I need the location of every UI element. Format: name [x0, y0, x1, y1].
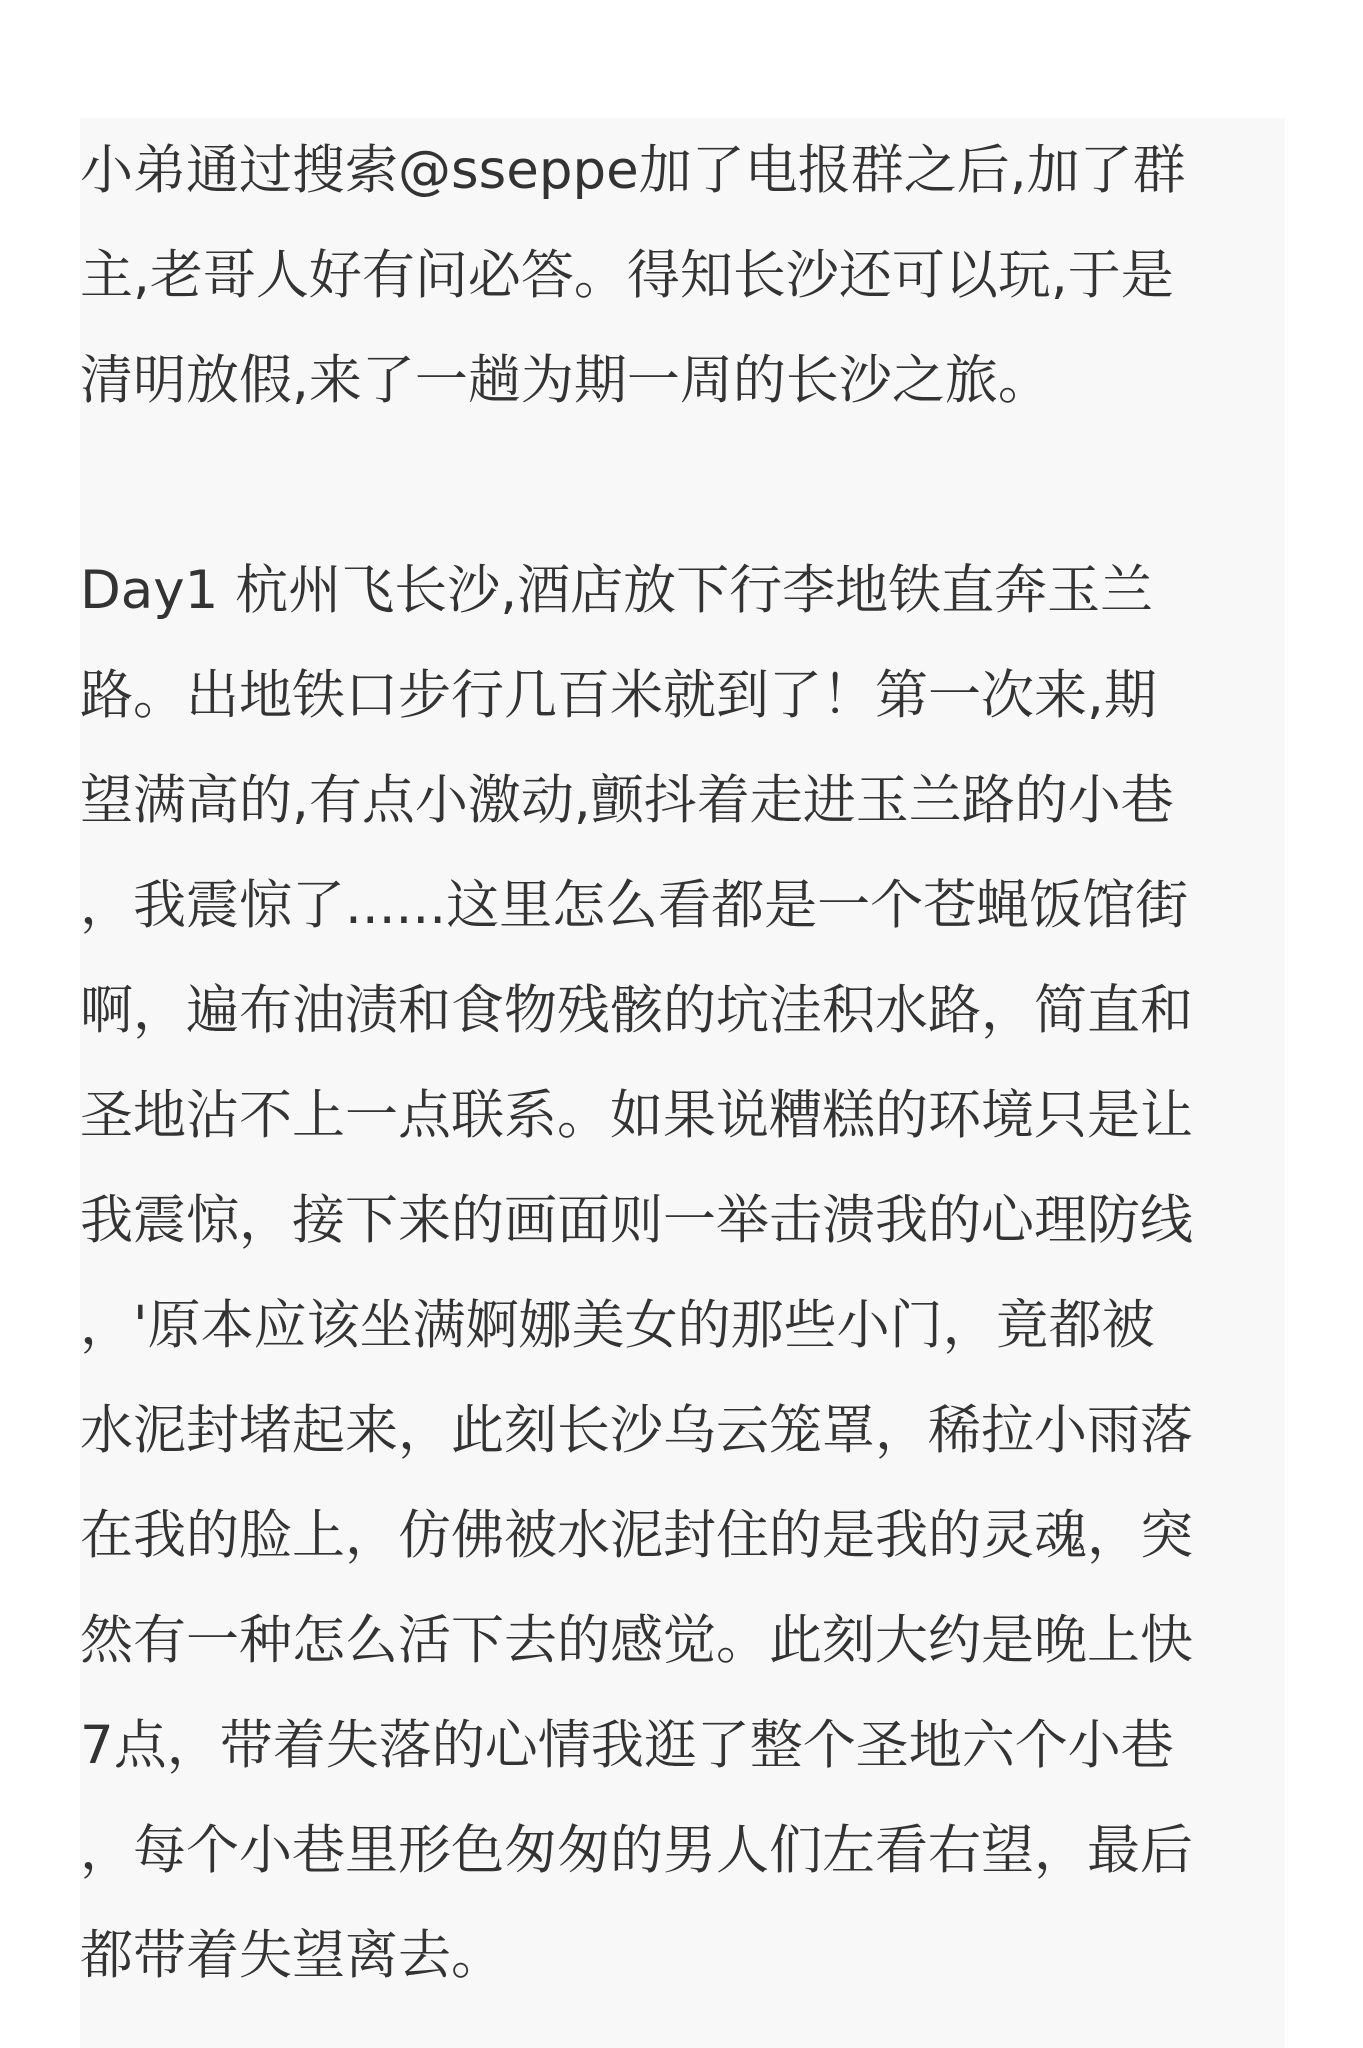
text-line: 我震惊，接下来的画面则一举击溃我的心理防线	[80, 1190, 1193, 1251]
text-line: 在我的脸上，仿佛被水泥封住的是我的灵魂，突	[80, 1505, 1193, 1566]
article-body	[80, 118, 1285, 2048]
article-text	[80, 118, 1285, 2008]
text-line: 清明放假,来了一趟为期一周的长沙之旅。	[80, 350, 1051, 411]
text-line: ，'原本应该坐满婀娜美女的那些小门，竟都被	[80, 1295, 1155, 1356]
text-line: 水泥封堵起来，此刻长沙乌云笼罩，稀拉小雨落	[80, 1400, 1193, 1461]
text-line: 都带着失望离去。	[80, 1925, 504, 1986]
text-line: 圣地沾不上一点联系。如果说糟糕的环境只是让	[80, 1085, 1193, 1146]
text-line: 望满高的,有点小激动,颤抖着走进玉兰路的小巷	[80, 770, 1174, 831]
text-line: 小弟通过搜索@sseppe加了电报群之后,加了群	[80, 140, 1186, 201]
text-line: Day1 杭州飞长沙,酒店放下行李地铁直奔玉兰	[80, 560, 1154, 621]
text-line: 然有一种怎么活下去的感觉。此刻大约是晚上快	[80, 1610, 1193, 1671]
text-line: 主,老哥人好有问必答。得知长沙还可以玩,于是	[80, 245, 1174, 306]
text-line: 7点，带着失落的心情我逛了整个圣地六个小巷	[80, 1715, 1174, 1776]
paragraph-spacer	[80, 433, 1285, 538]
text-line: 啊，遍布油渍和食物残骸的坑洼积水路，简直和	[80, 980, 1193, 1041]
text-line: 路。出地铁口步行几百米就到了！第一次来,期	[80, 665, 1157, 726]
text-line: ，我震惊了......这里怎么看都是一个苍蝇饭馆街	[80, 875, 1189, 936]
text-line: ，每个小巷里形色匆匆的男人们左看右望，最后	[80, 1820, 1193, 1881]
